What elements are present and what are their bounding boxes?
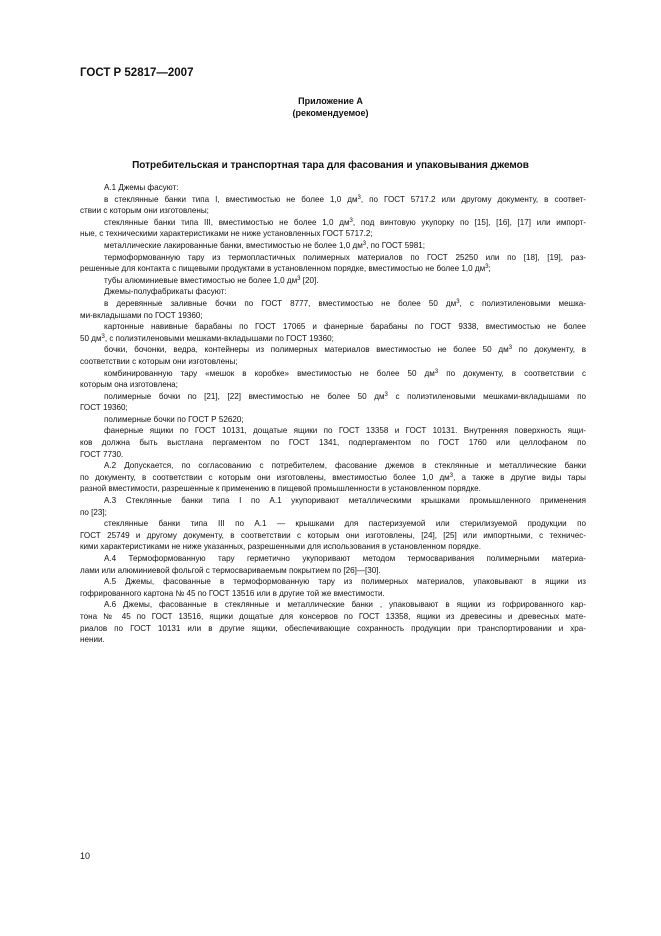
annex-status: (рекомендуемое) [292, 108, 369, 118]
text-segment: соответствии с которым они изготовлены; [80, 356, 238, 366]
text-line [80, 298, 586, 310]
text-segment-after: , под винтовую укупорку по [15], [16], [17] или импорт- [352, 217, 586, 227]
text-line [80, 414, 586, 426]
text-line [80, 356, 586, 368]
text-line [80, 321, 586, 333]
text-segment-after: с полиэтиленовыми мешками-вкладышами по [387, 391, 586, 401]
text-line [80, 541, 586, 553]
text-line [80, 495, 586, 507]
text-line [80, 576, 586, 588]
text-segment-after: , с полиэтиленовыми мешками-вкладышами по ГОСТ 19360; [104, 333, 334, 343]
text-line [80, 449, 586, 461]
text-segment-after: , с полиэтиленовыми мешка- [459, 298, 586, 308]
text-line [80, 286, 586, 298]
text-segment: ми-вкладышами по ГОСТ 19360; [80, 310, 203, 320]
text-segment: в стеклянные банки типа I, вместимостью не более 1,0 дм [104, 194, 358, 204]
text-segment-after: по документу, в [512, 345, 586, 355]
superscript: 3 [384, 391, 388, 398]
page-number: 10 [80, 851, 91, 861]
text-line [80, 240, 586, 252]
text-segment: полимерные бочки по [21], [22] вместимостью не более 50 дм [104, 391, 385, 401]
text-segment: бочки, бочонки, ведра, контейнеры из полимерных материалов вместимостью не более 50 дм [104, 345, 509, 355]
text-segment: картонные навивные барабаны по ГОСТ 17065 и фанерные барабаны по ГОСТ 9338, вместимостью не более [104, 322, 586, 332]
text-line [80, 460, 586, 472]
text-line [80, 518, 586, 530]
text-segment: которым она изготовлена; [80, 380, 178, 390]
text-line [80, 553, 586, 565]
text-line [80, 437, 586, 449]
body-text [80, 182, 586, 646]
text-line [80, 565, 586, 577]
text-segment-after: , а также в другие виды тары [453, 472, 586, 482]
text-line [80, 252, 586, 264]
text-segment: стеклянные банки типа III, вместимостью не более 1,0 дм [104, 217, 350, 227]
text-segment: кими характеристиками не ниже указанных, разрешенными для использования в установленном порядке. [80, 542, 481, 552]
text-segment-after: ; [488, 264, 491, 274]
text-segment: ГОСТ 19360; [80, 403, 128, 413]
text-segment: 50 дм [80, 333, 102, 343]
text-segment: ные, с техническими характеристиками не ниже установленных ГОСТ 5717.2; [80, 229, 373, 239]
text-segment: А.1 Джемы фасуют: [104, 183, 179, 192]
superscript: 3 [357, 194, 361, 201]
text-segment: по [23]; [80, 507, 107, 517]
text-line [80, 634, 586, 646]
text-line [80, 507, 586, 519]
text-segment: разной вместимости, разрешенные к применению в пищевой промышленности в установленном порядке. [80, 484, 481, 494]
superscript: 3 [101, 333, 105, 340]
text-segment: фанерные ящики по ГОСТ 10131, дощатые ящики по ГОСТ 13358 и ГОСТ 10131. Внутренняя поверхность ящи- [104, 426, 586, 436]
text-segment: нении. [80, 635, 105, 645]
document-header: ГОСТ Р 52817—2007 [80, 67, 194, 79]
text-segment-after: , по ГОСТ 5717.2 или другому документу, в соответ- [360, 194, 586, 204]
annex-heading [0, 95, 661, 119]
superscript: 3 [456, 298, 460, 305]
text-segment: А.2 Допускается, по согласованию с потребителем, фасование джемов в стеклянные и металлические банки [104, 461, 586, 471]
text-line [80, 611, 586, 623]
superscript: 3 [508, 345, 513, 352]
superscript: 3 [362, 240, 367, 247]
text-line [80, 182, 586, 194]
text-segment: А.6 Джемы, фасованные в стеклянные и металлические банки , упаковывают в ящики из гофрированного кар- [104, 600, 586, 610]
text-segment: ГОСТ 25749 и другому документу, в соответствии с которым они изготовлены, [24], [25] или импортными, с техничес- [80, 530, 586, 540]
text-segment: А.4 Термоформованную тару герметично укупоривают методом термосваривания полимерными материа- [104, 554, 586, 563]
text-segment: А.5 Джемы, фасованные в термоформованную тару из полимерных материалов, упаковывают в ящики из [104, 577, 586, 587]
text-segment: Джемы-полуфабрикаты фасуют: [104, 287, 227, 297]
annex-label: Приложение А [298, 96, 363, 106]
section-title: Потребительская и транспортная тара для фасования и упаковывания джемов [132, 160, 529, 171]
text-segment-after: , по ГОСТ 5981; [366, 240, 426, 250]
text-segment-after: по документу, в соответствии с [438, 368, 586, 378]
text-line [80, 599, 586, 611]
text-segment: ков должна быть выстлана пергаментом по ГОСТ 1341, подпергаментом по ГОСТ 1760 или целлофаном по [80, 438, 586, 448]
superscript: 3 [434, 368, 439, 375]
text-segment: стеклянные банки типа III по А.1 — крышками для пастеризуемой или стерилизуемой продукции по [104, 519, 586, 529]
text-segment: металлические лакированные банки, вместимостью не более 1,0 дм [104, 240, 363, 250]
text-segment: ствии с которым они изготовлены; [80, 206, 209, 216]
text-segment: термоформованную тару из термопластичных полимерных материалов по ГОСТ 25250 или по [18], [19], раз- [104, 252, 586, 262]
text-line [80, 194, 586, 206]
text-segment: по документу, в соответствии с которым они изготовлены, вместимостью более 1,0 дм [80, 472, 450, 482]
text-line [80, 588, 586, 600]
text-line [80, 344, 586, 356]
text-segment-after: [20]. [300, 275, 319, 285]
text-line [80, 472, 586, 484]
text-segment: ГОСТ 7730. [80, 449, 124, 459]
text-segment: в деревянные заливные бочки по ГОСТ 8777, вместимостью не более 50 дм [104, 298, 457, 308]
text-line [80, 263, 586, 275]
superscript: 3 [449, 472, 454, 479]
text-line [80, 368, 586, 380]
text-segment: тона № 45 по ГОСТ 13516, ящики дощатые для консервов по ГОСТ 13358, ящики из древесины и древесных мате- [80, 611, 586, 621]
superscript: 3 [297, 275, 301, 282]
text-segment: решенные для контакта с пищевыми продуктами в установленном порядке, вместимостью не более 1,0 дм [80, 264, 486, 274]
text-line [80, 217, 586, 229]
text-line [80, 530, 586, 542]
text-segment: полимерные бочки по ГОСТ Р 52620; [104, 414, 244, 424]
text-segment: комбинированную тару «мешок в коробке» вместимостью не более 50 дм [104, 368, 435, 378]
text-line [80, 379, 586, 391]
text-segment: гофрированного картона № 45 по ГОСТ 13516 или в другие той же вместимости. [80, 588, 385, 598]
text-line [80, 310, 586, 322]
text-line [80, 402, 586, 414]
superscript: 3 [349, 217, 353, 224]
text-segment: тубы алюминиевые вместимостью не более 1,0 дм [104, 275, 298, 285]
text-line [80, 483, 586, 495]
text-segment: А.3 Стеклянные банки типа I по А.1 укупоривают металлическими крышками промышленного применения [104, 496, 586, 506]
superscript: 3 [485, 264, 489, 271]
text-line [80, 623, 586, 635]
text-segment: риалов по ГОСТ 10131 или в другие ящики, обеспечивающие сохранность продукции при транспортировании и хра- [80, 623, 586, 633]
text-line [80, 333, 586, 345]
text-line [80, 425, 586, 437]
text-segment: лами или алюминиевой фольгой с термосвариваемым покрытием по [26]—[30]. [80, 565, 381, 575]
text-line [80, 228, 586, 240]
text-line [80, 275, 586, 287]
text-line [80, 205, 586, 217]
text-line [80, 391, 586, 403]
